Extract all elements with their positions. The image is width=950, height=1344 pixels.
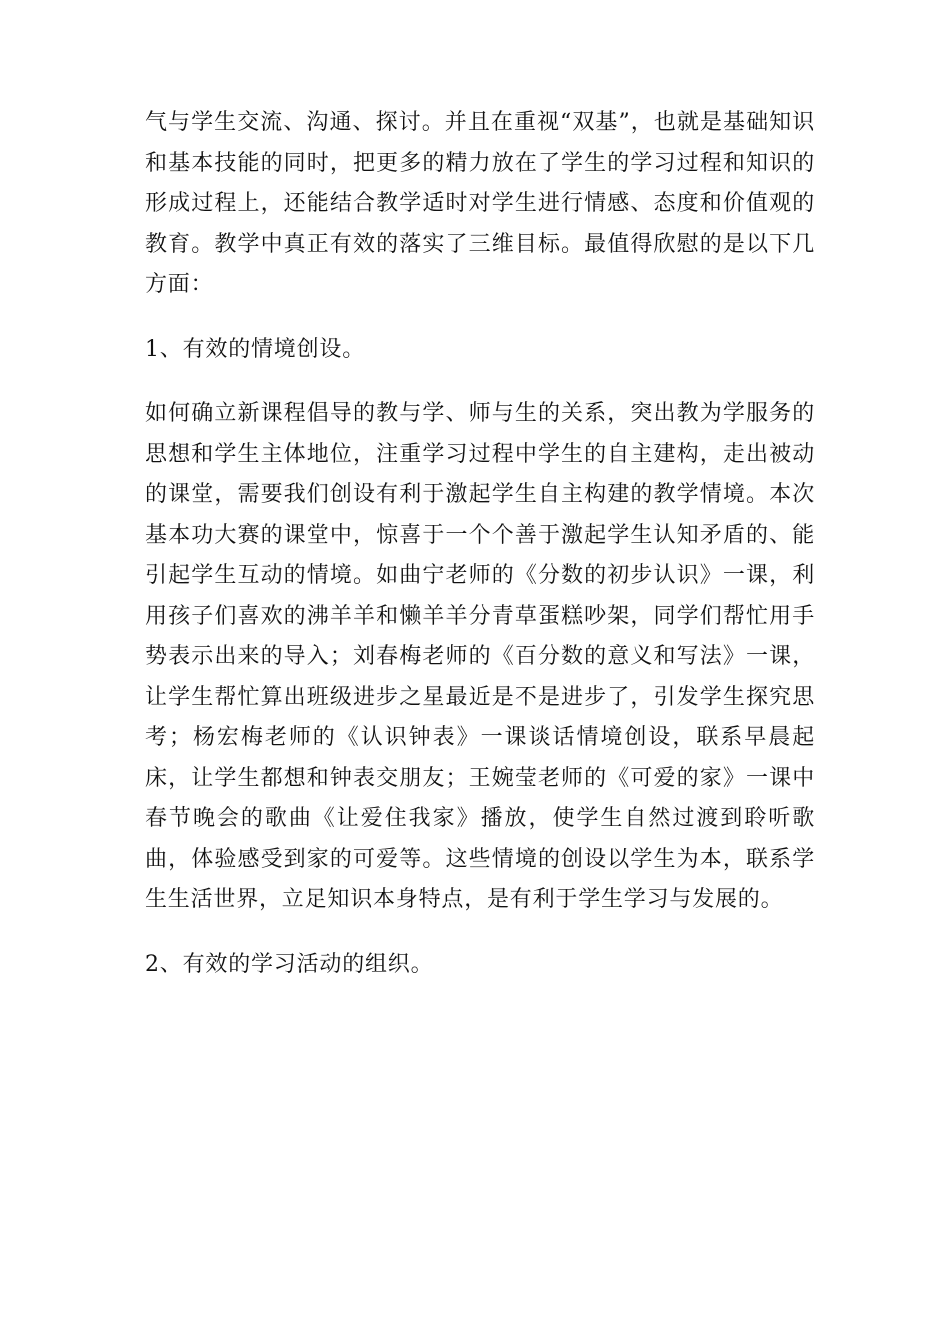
paragraph-intro: 气与学生交流、沟通、探讨。并且在重视“双基”，也就是基础知识和基本技能的同时，把更多的精力放在了学生的学习过程和知识的形成过程上，还能结合教学适时对学生进行情感、态度和价值观的教育。教学中真正有效的落实了三维目标。最值得欣慰的是以下几方面： — [145, 110, 815, 297]
heading-point-1: 1、有效的情境创设。 — [145, 336, 365, 362]
paragraph-situation-creation: 如何确立新课程倡导的教与学、师与生的关系，突出教为学服务的思想和学生主体地位，注重学习过程中学生的自主建构，走出被动的课堂，需要我们创设有利于激起学生自主构建的教学情境。本次基本功大赛的课堂中，惊喜于一个个善于激起学生认知矛盾的、能引起学生互动的情境。如曲宁老师的《分数的初步认识》一课，利用孩子们喜欢的沸羊羊和懒羊羊分青草蛋糕吵架，同学们帮忙用手势表示出来的导入；刘春梅老师的《百分数的意义和写法》一课，让学生帮忙算出班级进步之星最近是不是进步了，引发学生探究思考；杨宏梅老师的《认识钟表》一课谈话情境创设，联系早晨起床，让学生都想和钟表交朋友；王婉莹老师的《可爱的家》一课中春节晚会的歌曲《让爱住我家》播放，使学生自然过渡到聆听歌曲，体验感受到家的可爱等。这些情境的创设以学生为本，联系学生生活世界，立足知识本身特点，是有利于学生学习与发展的。 — [145, 401, 815, 912]
heading-point-2: 2、有效的学习活动的组织。 — [145, 951, 434, 977]
document-body — [145, 103, 815, 985]
